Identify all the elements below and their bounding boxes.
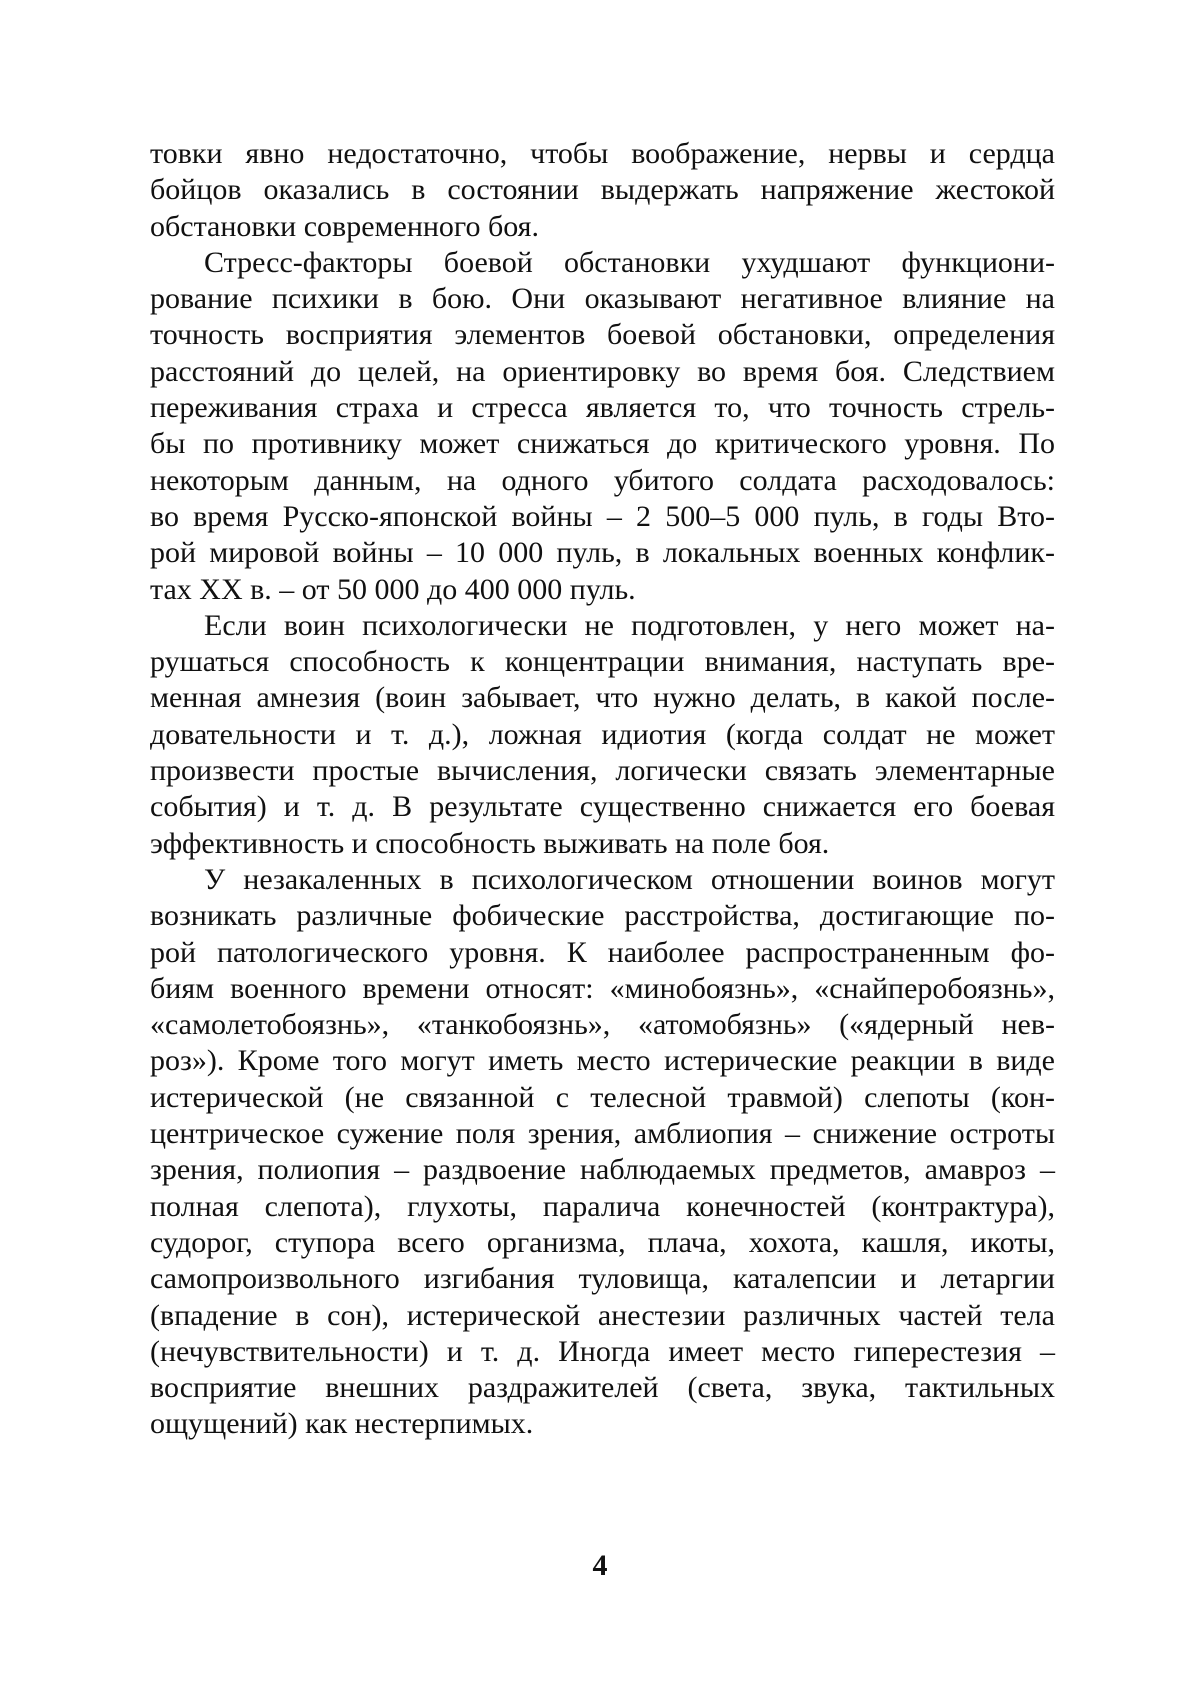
text-line: во время Русско-японской войны – 2 500–5 000 пуль, в годы Вто- bbox=[150, 499, 1055, 533]
body-text bbox=[150, 136, 1055, 1443]
text-line: ощущений) как нестерпимых. bbox=[150, 1407, 534, 1441]
text-line: центрическое сужение поля зрения, амблиопия – снижение остроты bbox=[150, 1117, 1055, 1151]
text-line: «самолетобоязнь», «танкобоязнь», «атомобязнь» («ядерный нев- bbox=[150, 1008, 1055, 1042]
text-line: довательности и т. д.), ложная идиотия (когда солдат не может bbox=[150, 717, 1055, 751]
text-line: биям военного времени относят: «минобоязнь», «снайперобоязнь», bbox=[150, 971, 1055, 1005]
paragraph bbox=[150, 862, 1055, 1443]
text-line: бы по противнику может снижаться до критического уровня. По bbox=[150, 427, 1055, 461]
text-line: самопроизвольного изгибания туловища, каталепсии и летаргии bbox=[150, 1262, 1055, 1296]
text-line: (впадение в сон), истерической анестезии различных частей тела bbox=[150, 1298, 1055, 1332]
text-line: истерической (не связанной с телесной травмой) слепоты (кон- bbox=[150, 1080, 1055, 1114]
text-line: зрения, полиопия – раздвоение наблюдаемых предметов, амавроз – bbox=[150, 1153, 1055, 1187]
text-line: переживания страха и стресса является то, что точность стрель- bbox=[150, 391, 1055, 425]
text-line: рой мировой войны – 10 000 пуль, в локальных военных конфлик- bbox=[150, 536, 1055, 570]
text-line: (нечувствительности) и т. д. Иногда имеет место гиперестезия – bbox=[150, 1334, 1055, 1368]
text-line: Если воин психологически не подготовлен, у него может на- bbox=[204, 608, 1055, 642]
text-line: бойцов оказались в состоянии выдержать напряжение жестокой bbox=[150, 173, 1055, 207]
text-line: менная амнезия (воин забывает, что нужно делать, в какой после- bbox=[150, 681, 1055, 715]
text-line: точность восприятия элементов боевой обстановки, определения bbox=[150, 318, 1055, 352]
text-line: произвести простые вычисления, логически связать элементарные bbox=[150, 754, 1055, 788]
text-line: расстояний до целей, на ориентировку во время боя. Следствием bbox=[150, 354, 1055, 388]
text-line: товки явно недостаточно, чтобы воображение, нервы и сердца bbox=[150, 137, 1055, 170]
paragraph bbox=[150, 136, 1055, 245]
text-line: рование психики в бою. Они оказывают негативное влияние на bbox=[150, 282, 1055, 316]
page-number: 4 bbox=[592, 1549, 608, 1582]
paragraph bbox=[150, 245, 1055, 608]
text-line: роз»). Кроме того могут иметь место истерические реакции в виде bbox=[150, 1044, 1055, 1078]
text-line: Стресс-факторы боевой обстановки ухудшают функциони- bbox=[204, 245, 1055, 279]
paragraph bbox=[150, 608, 1055, 862]
text-line: возникать различные фобические расстройства, достигающие по- bbox=[150, 899, 1055, 933]
text-line: рой патологического уровня. К наиболее распространенным фо- bbox=[150, 935, 1055, 969]
text-line: некоторым данным, на одного убитого солдата расходовалось: bbox=[150, 463, 1055, 497]
text-line: судорог, ступора всего организма, плача, хохота, кашля, икоты, bbox=[150, 1225, 1055, 1259]
text-line: события) и т. д. В результате существенно снижается его боевая bbox=[150, 790, 1055, 824]
text-line: эффективность и способность выживать на поле боя. bbox=[150, 826, 830, 860]
text-line: тах XX в. – от 50 000 до 400 000 пуль. bbox=[150, 572, 636, 606]
text-line: У незакаленных в психологическом отношении воинов могут bbox=[204, 862, 1055, 896]
text-line: полная слепота), глухоты, паралича конечностей (контрактура), bbox=[150, 1189, 1055, 1223]
text-line: восприятие внешних раздражителей (света, звука, тактильных bbox=[150, 1371, 1055, 1405]
text-line: рушаться способность к концентрации внимания, наступать вре- bbox=[150, 645, 1055, 679]
text-line: обстановки современного боя. bbox=[150, 209, 539, 243]
